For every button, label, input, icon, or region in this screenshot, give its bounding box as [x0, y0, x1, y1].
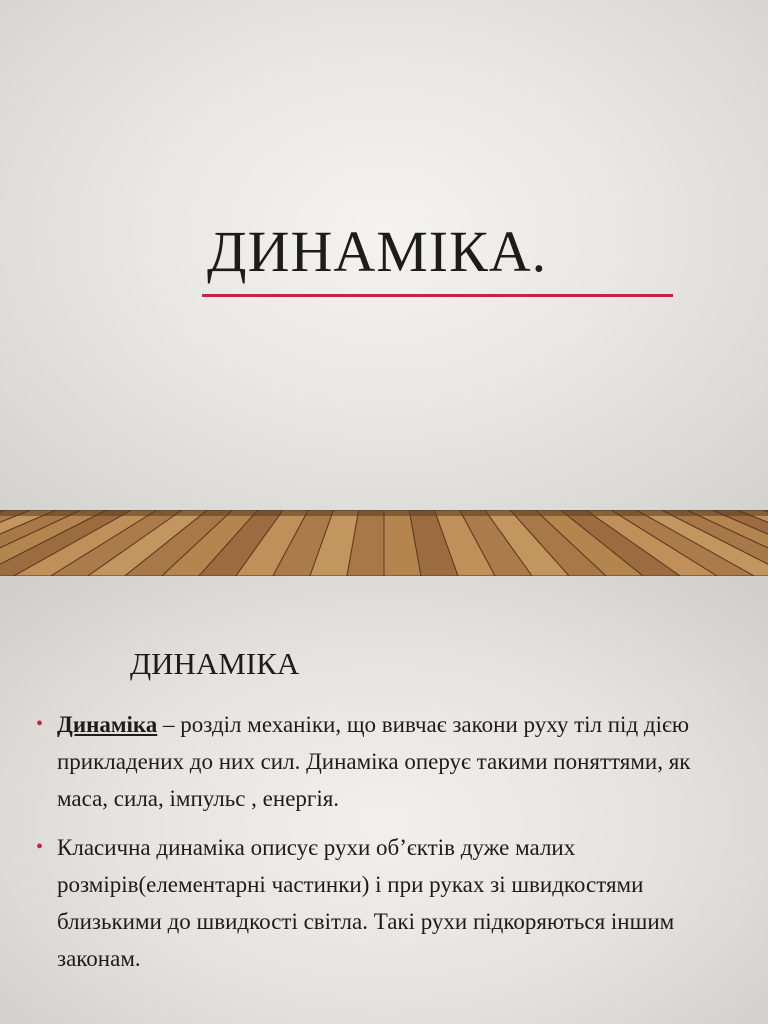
bullet-item — [36, 829, 696, 977]
title-underline-rule — [202, 294, 673, 297]
bullet-dot-icon: • — [36, 836, 44, 858]
bullet-text: – розділ механіки, що вивчає закони руху тіл під дією прикладених до них сил. Динаміка оперує такими поняттями, як маса, сила, імпульс , енергія. — [57, 712, 691, 811]
floor-edge-shadow — [0, 510, 768, 516]
bullet-dot-icon: • — [36, 713, 44, 735]
content-slide — [0, 576, 768, 1024]
bullet-text: Класична динаміка описує рухи об’єктів дуже малих розмірів(елементарні частинки) і при руках зі швидкостями близькими до швидкості світла. Такі рухи підкоряються іншим законам. — [57, 835, 675, 971]
definition-term: Динаміка — [57, 712, 158, 737]
slide-heading: ДИНАМІКА — [130, 646, 300, 681]
slide-title: ДИНАМІКА. — [207, 219, 548, 284]
wooden-floor — [0, 510, 768, 576]
bullet-item — [36, 706, 696, 817]
bullet-list — [36, 706, 696, 989]
